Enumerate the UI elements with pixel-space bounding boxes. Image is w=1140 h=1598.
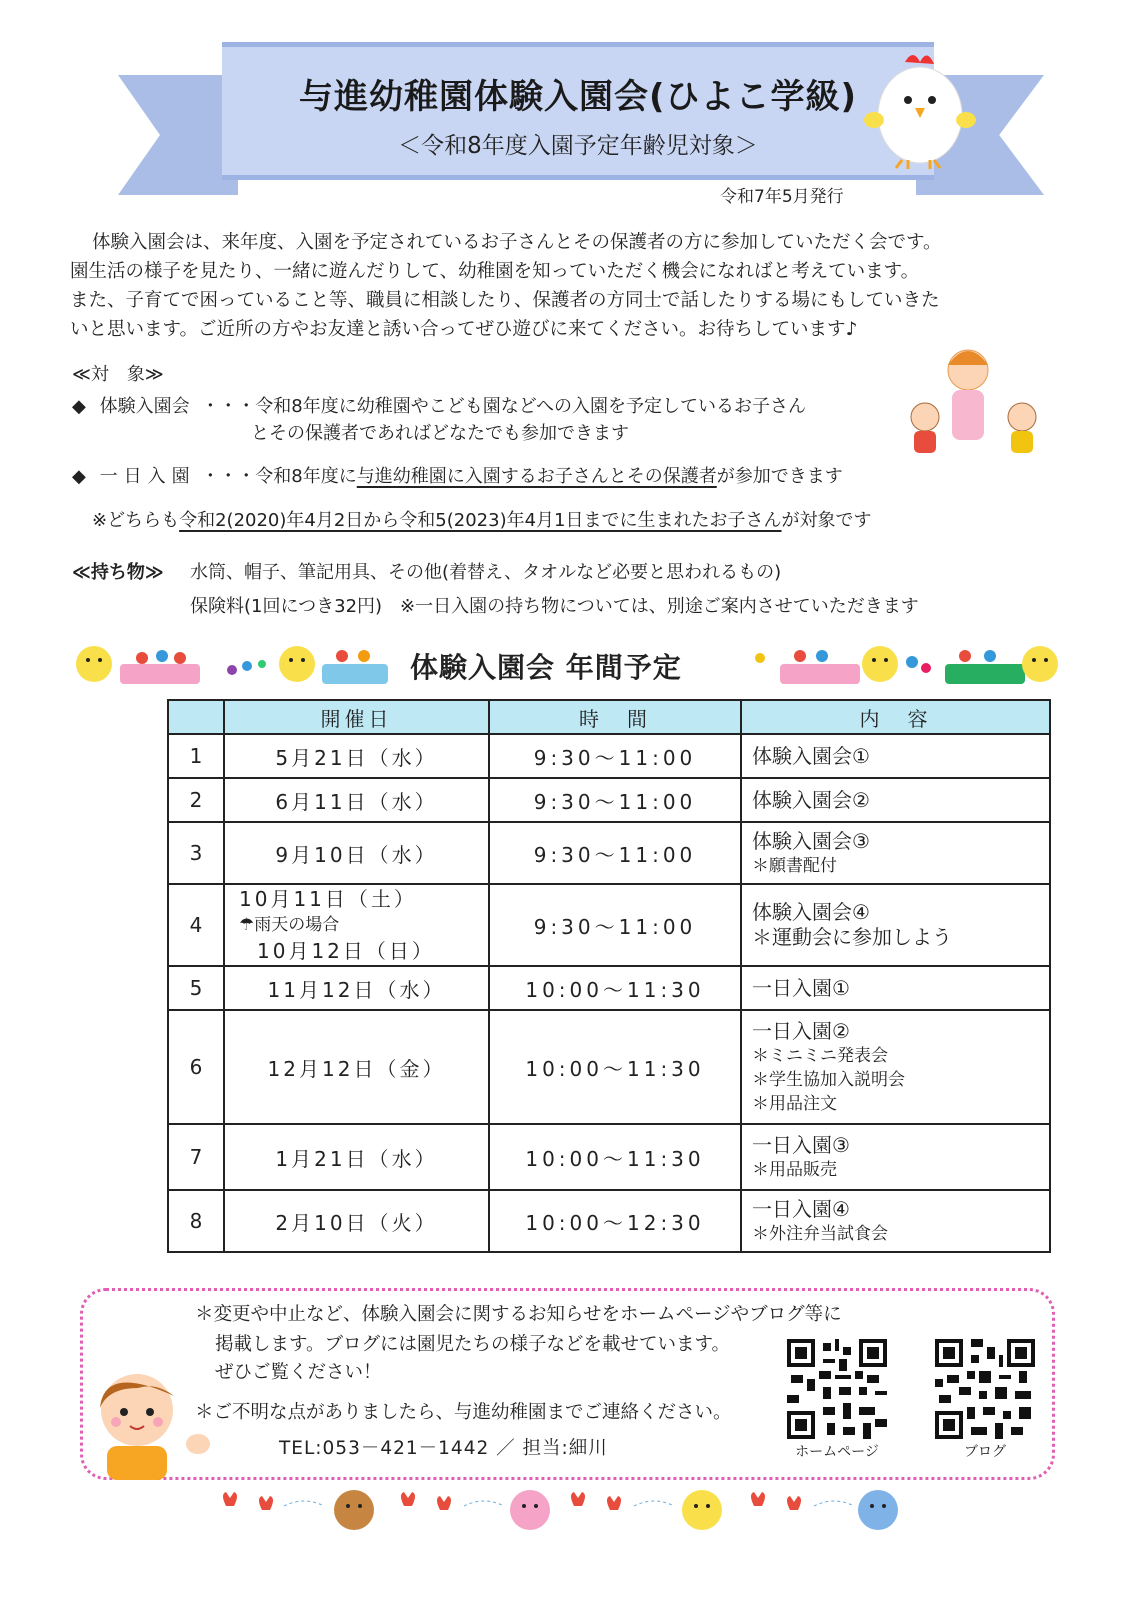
row-time: 9:30～11:00 <box>489 822 741 884</box>
row-date: 11月12日（水） <box>224 966 489 1010</box>
column-header <box>168 700 224 734</box>
row-number: 1 <box>168 734 224 778</box>
target-item-text: ・・・令和8年度に <box>201 466 357 487</box>
row-content <box>741 884 1050 966</box>
row-date <box>224 884 489 966</box>
schedule-title: 体験入園会 年間予定 <box>410 651 682 684</box>
row-number: 7 <box>168 1124 224 1190</box>
row-time: 10:00～11:30 <box>489 1124 741 1190</box>
row-content <box>741 1010 1050 1124</box>
row-time: 9:30～11:00 <box>489 884 741 966</box>
belongings-line: 水筒、帽子、筆記用具、その他(着替え、タオルなど必要と思われるもの) <box>190 562 782 583</box>
row-content <box>741 1124 1050 1190</box>
homepage-qr-code[interactable] <box>787 1339 887 1439</box>
rain-note: ☂雨天の場合 <box>239 915 340 935</box>
target-item-label: 一日入園 <box>99 466 196 487</box>
column-header: 時 間 <box>489 700 741 734</box>
target-note-text: ※どちらも <box>92 510 180 531</box>
row-number: 2 <box>168 778 224 822</box>
table-row <box>168 884 1050 966</box>
row-time: 10:00～11:30 <box>489 1010 741 1124</box>
column-header: 開催日 <box>224 700 489 734</box>
table-row <box>168 1124 1050 1190</box>
info-line: ぜひご覧ください！ <box>215 1362 382 1383</box>
tulip-animal-border <box>214 1486 914 1542</box>
target-note-text: が対象です <box>781 510 872 531</box>
row-number: 5 <box>168 966 224 1010</box>
table-row <box>168 778 1050 822</box>
row-number: 6 <box>168 1010 224 1124</box>
row-content <box>741 822 1050 884</box>
intro-line: いと思います。ご近所の方やお友達と誘い合ってぜひ遊びに来てください。お待ちしています♪ <box>70 319 858 340</box>
family-illustration <box>900 345 1050 465</box>
row-content-note: ＊運動会に参加しよう <box>752 925 952 949</box>
chick-cart-decoration-left <box>72 636 392 692</box>
row-date: 12月12日（金） <box>224 1010 489 1124</box>
row-date: 2月10日（火） <box>224 1190 489 1252</box>
blog-qr-label: ブログ <box>964 1444 1006 1460</box>
table-row <box>168 822 1050 884</box>
row-time: 10:00～11:30 <box>489 966 741 1010</box>
row-number: 8 <box>168 1190 224 1252</box>
bullet-icon: ◆ <box>72 396 86 417</box>
bullet-icon: ◆ <box>72 466 86 487</box>
row-content-note: ＊用品販売 <box>752 1159 837 1180</box>
contact-info: TEL:053－421－1442 ／ 担当:細川 <box>279 1438 608 1459</box>
row-content-title: 一日入園② <box>752 1018 850 1043</box>
target-note-underlined: 令和2(2020)年4月2日から令和5(2023)年4月1日までに生まれたお子さん <box>179 510 782 531</box>
row-content-note: ＊学生協加入説明会 <box>752 1069 905 1090</box>
info-line: 掲載します。ブログには園児たちの様子などを載せています。 <box>215 1334 731 1355</box>
row-content-title: 一日入園③ <box>752 1132 850 1157</box>
target-item-text: が参加できます <box>716 466 843 487</box>
row-content-title: 体験入園会④ <box>752 900 870 924</box>
row-time: 9:30～11:00 <box>489 778 741 822</box>
issue-date: 令和7年5月発行 <box>720 187 844 207</box>
intro-paragraph <box>70 228 1070 344</box>
chick-illustration <box>860 40 980 170</box>
belongings-heading: ≪持ち物≫ <box>72 562 164 583</box>
chick-cart-decoration-right <box>740 636 1060 692</box>
row-date: 9月10日（水） <box>224 822 489 884</box>
target-item-label: 体験入園会 <box>99 396 190 417</box>
table-header-row <box>168 700 1050 734</box>
table-row <box>168 966 1050 1010</box>
column-header: 内 容 <box>741 700 1050 734</box>
row-date: 1月21日（水） <box>224 1124 489 1190</box>
row-content-title: 一日入園④ <box>752 1196 850 1221</box>
header-banner <box>222 42 934 180</box>
target-item-text-cont: とその保護者であればどなたでも参加できます <box>251 423 629 444</box>
row-content-note: ＊外注弁当試食会 <box>752 1223 888 1244</box>
target-item-2 <box>72 464 843 490</box>
teacher-illustration <box>82 1360 222 1480</box>
target-note <box>92 508 872 534</box>
intro-line: また、子育てで困っていること等、職員に相談したり、保護者の方同士で話したりする場にもしていきた <box>70 290 940 311</box>
row-content-note: ＊願書配付 <box>752 855 837 876</box>
row-date: 5月21日（水） <box>224 734 489 778</box>
row-content: 体験入園会② <box>741 778 1050 822</box>
page-subtitle: ＜令和8年度入園予定年齢児対象＞ <box>398 133 758 159</box>
intro-line: 園生活の様子を見たり、一緒に遊んだりして、幼稚園を知っていただく機会になればと考えています。 <box>70 261 920 282</box>
table-row <box>168 1010 1050 1124</box>
belongings-line: 保険料(1回につき32円) ※一日入園の持ち物については、別途ご案内させていただきます <box>190 596 919 617</box>
row-number: 3 <box>168 822 224 884</box>
schedule-table <box>167 699 1051 1253</box>
row-date-main: 10月11日（土） <box>239 887 417 911</box>
row-time: 9:30～11:00 <box>489 734 741 778</box>
row-date: 6月11日（水） <box>224 778 489 822</box>
row-content-title: 体験入園会③ <box>752 828 870 853</box>
row-time: 10:00～12:30 <box>489 1190 741 1252</box>
ribbon-left-tail <box>118 75 238 195</box>
row-content-note: ＊用品注文 <box>752 1093 837 1114</box>
target-item-underlined: 与進幼稚園に入園するお子さんとその保護者 <box>356 466 717 487</box>
row-content-note: ＊ミニミニ発表会 <box>752 1045 888 1066</box>
row-content: 体験入園会① <box>741 734 1050 778</box>
table-row <box>168 1190 1050 1252</box>
blog-qr-code[interactable] <box>935 1339 1035 1439</box>
info-box <box>80 1288 1055 1480</box>
row-content <box>741 1190 1050 1252</box>
target-heading: ≪対 象≫ <box>72 364 164 385</box>
homepage-qr-label: ホームページ <box>795 1444 879 1460</box>
info-line: ＊変更や中止など、体験入園会に関するお知らせをホームページやブログ等に <box>195 1304 842 1325</box>
info-line: ＊ご不明な点がありましたら、与進幼稚園までご連絡ください。 <box>195 1402 732 1423</box>
intro-line: 体験入園会は、来年度、入園を予定されているお子さんとその保護者の方に参加していただく会です。 <box>92 232 942 253</box>
row-number: 4 <box>168 884 224 966</box>
row-date-rain: 10月12日（日） <box>257 939 435 963</box>
target-item-text: ・・・令和8年度に幼稚園やこども園などへの入園を予定しているお子さん <box>201 396 807 417</box>
table-row <box>168 734 1050 778</box>
row-content: 一日入園① <box>741 966 1050 1010</box>
page-title: 与進幼稚園体験入園会(ひよこ学級) <box>298 77 858 117</box>
target-item-1 <box>72 394 806 420</box>
